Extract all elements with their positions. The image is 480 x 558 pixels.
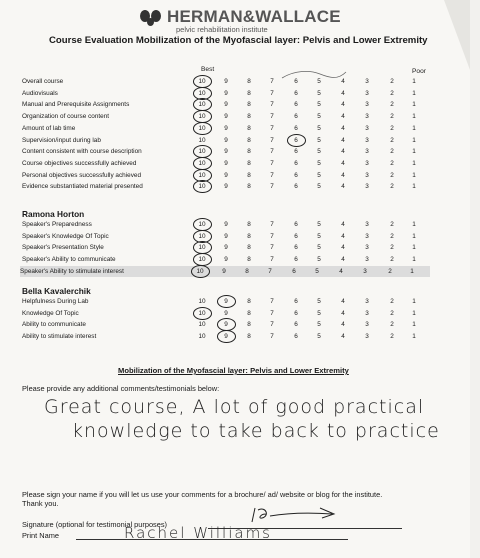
rating-option[interactable]: 6 (294, 78, 298, 85)
rating-option[interactable]: 5 (317, 101, 321, 109)
print-name-label: Print Name (22, 531, 59, 540)
rating-option[interactable]: 3 (365, 124, 369, 132)
rating-option[interactable]: 1 (412, 89, 416, 97)
rating-option[interactable]: 6 (294, 124, 298, 132)
rating-row (22, 99, 432, 110)
rating-option[interactable]: 8 (247, 298, 251, 305)
rating-option[interactable]: 10 (198, 183, 206, 191)
rating-option[interactable]: 5 (315, 267, 319, 275)
rating-option[interactable]: 7 (270, 232, 274, 240)
rating-option[interactable]: 9 (222, 267, 226, 275)
rating-option[interactable]: 8 (247, 309, 251, 317)
rating-option[interactable]: 10 (198, 124, 206, 132)
rating-row (22, 319, 432, 330)
rating-option[interactable]: 4 (341, 171, 345, 179)
rating-option[interactable]: 2 (390, 321, 394, 329)
rating-row (22, 242, 432, 253)
rating-label: Content consistent with course description (22, 148, 142, 156)
rating-row (22, 296, 432, 307)
rating-option[interactable]: 2 (390, 244, 394, 252)
rating-option[interactable]: 6 (294, 101, 298, 109)
rating-option[interactable]: 10 (198, 171, 206, 179)
rating-option[interactable]: 5 (317, 124, 321, 132)
rating-option[interactable]: 9 (224, 232, 228, 240)
instructor-name-ramona: Ramona Horton (22, 209, 85, 219)
rating-option[interactable]: 6 (294, 309, 298, 317)
rating-option[interactable]: 8 (247, 321, 251, 329)
rating-option[interactable]: 1 (410, 267, 414, 275)
rating-option[interactable]: 8 (247, 89, 251, 97)
rating-row (22, 231, 432, 242)
footer-course-title: Mobilization of the Myofascial layer: Pelvis and Lower Extremity (118, 366, 349, 375)
rating-option[interactable]: 8 (247, 244, 251, 252)
rating-option[interactable]: 3 (365, 78, 369, 85)
rating-option[interactable]: 4 (341, 221, 345, 228)
selected-rating-circle (193, 157, 212, 170)
rating-option[interactable]: 4 (339, 267, 343, 275)
rating-option[interactable]: 7 (270, 148, 274, 156)
rating-option[interactable]: 5 (317, 89, 321, 97)
rating-option[interactable]: 8 (247, 113, 251, 121)
rating-label: Speaker's Ability to stimulate interest (20, 267, 124, 275)
rating-option[interactable]: 2 (390, 309, 394, 317)
scale-poor-label: Poor (412, 68, 426, 75)
rating-option[interactable]: 3 (365, 89, 369, 97)
rating-option[interactable]: 3 (365, 232, 369, 240)
rating-option[interactable]: 5 (317, 256, 321, 264)
rating-option[interactable]: 5 (317, 321, 321, 329)
rating-option[interactable]: 1 (412, 321, 416, 329)
rating-option[interactable]: 10 (198, 113, 206, 121)
rating-label: Speaker's Preparedness (22, 221, 92, 228)
rating-label: Supervision/input during lab (22, 136, 101, 144)
rating-label: Amount of lab time (22, 124, 76, 132)
rating-option[interactable]: 1 (412, 232, 416, 240)
rating-row (22, 146, 432, 157)
rating-option[interactable]: 5 (317, 78, 321, 85)
rating-option[interactable]: 1 (412, 159, 416, 167)
rating-option[interactable]: 1 (412, 183, 416, 191)
rating-option[interactable]: 4 (341, 124, 345, 132)
rating-option[interactable]: 4 (341, 183, 345, 191)
rating-option[interactable]: 8 (247, 256, 251, 264)
rating-option[interactable]: 7 (268, 267, 272, 275)
rating-option[interactable]: 9 (224, 221, 228, 228)
rating-option[interactable]: 4 (341, 309, 345, 317)
rating-label: Evidence substantiated material presented (22, 183, 143, 191)
rating-option[interactable]: 3 (365, 148, 369, 156)
rating-option[interactable]: 7 (270, 89, 274, 97)
form-title: Course Evaluation Mobilization of the Myofascial layer: Pelvis and Lower Extremity (49, 35, 428, 46)
selected-rating-circle (217, 330, 236, 343)
rating-option[interactable]: 6 (294, 89, 298, 97)
rating-option[interactable]: 10 (198, 148, 206, 156)
rating-option[interactable]: 5 (317, 148, 321, 156)
consent-thanks: Thank you. (22, 499, 59, 508)
rating-option[interactable]: 6 (294, 244, 298, 252)
rating-label: Overall course (22, 78, 64, 85)
rating-option[interactable]: 2 (390, 256, 394, 264)
rating-option[interactable]: 8 (247, 221, 251, 228)
rating-option[interactable]: 3 (365, 333, 369, 341)
rating-label: Ability to stimulate interest (22, 333, 97, 341)
rating-label: Audiovisuals (22, 89, 58, 97)
rating-option[interactable]: 10 (198, 101, 206, 109)
rating-option[interactable]: 3 (365, 256, 369, 264)
page-fold (444, 0, 470, 70)
rating-option[interactable]: 9 (224, 89, 228, 97)
rating-option[interactable]: 9 (224, 159, 228, 167)
rating-option[interactable]: 9 (224, 256, 228, 264)
rating-option[interactable]: 10 (198, 159, 206, 167)
rating-option[interactable]: 5 (317, 232, 321, 240)
rating-option[interactable]: 5 (317, 298, 321, 305)
rating-option[interactable]: 6 (294, 232, 298, 240)
handwritten-comment-line2: knowledge to take back to practice (72, 420, 440, 442)
rating-option[interactable]: 4 (341, 298, 345, 305)
rating-option[interactable]: 3 (365, 183, 369, 191)
rating-option[interactable]: 2 (390, 124, 394, 132)
rating-option[interactable]: 1 (412, 221, 416, 228)
rating-option[interactable]: 4 (341, 333, 345, 341)
rating-option[interactable]: 8 (247, 159, 251, 167)
rating-label: Ability to communicate (22, 321, 86, 329)
rating-option[interactable]: 10 (196, 267, 204, 275)
rating-option[interactable]: 10 (198, 78, 206, 85)
rating-option[interactable]: 2 (390, 89, 394, 97)
rating-option[interactable]: 9 (224, 113, 228, 121)
rating-row (22, 88, 432, 99)
rating-row (20, 266, 430, 277)
rating-option[interactable]: 6 (294, 136, 298, 144)
selected-rating-circle (193, 122, 212, 135)
rating-row (22, 219, 432, 230)
rating-option[interactable]: 6 (294, 256, 298, 264)
rating-option[interactable]: 4 (341, 113, 345, 121)
rating-row (22, 76, 432, 87)
rating-option[interactable]: 8 (247, 148, 251, 156)
rating-option[interactable]: 4 (341, 136, 345, 144)
rating-row (22, 254, 432, 265)
handwritten-printed-name: Rachel Williams (124, 524, 272, 542)
rating-option[interactable]: 8 (247, 232, 251, 240)
rating-option[interactable]: 7 (270, 298, 274, 305)
rating-option[interactable]: 2 (390, 113, 394, 121)
rating-option[interactable]: 7 (270, 183, 274, 191)
rating-option[interactable]: 8 (247, 101, 251, 109)
rating-option[interactable]: 2 (390, 298, 394, 305)
rating-label: Personal objectives successfully achieved (22, 171, 141, 179)
rating-option[interactable]: 6 (294, 159, 298, 167)
rating-option[interactable]: 3 (365, 298, 369, 305)
rating-option[interactable]: 3 (365, 101, 369, 109)
rating-option[interactable]: 5 (317, 183, 321, 191)
rating-option[interactable]: 7 (270, 124, 274, 132)
rating-label: Helpfulness During Lab (22, 298, 89, 305)
rating-option[interactable]: 7 (270, 333, 274, 341)
rating-option[interactable]: 6 (294, 171, 298, 179)
rating-option[interactable]: 3 (363, 267, 367, 275)
rating-label: Organization of course content (22, 113, 110, 121)
rating-option[interactable]: 2 (390, 148, 394, 156)
rating-option[interactable]: 2 (390, 183, 394, 191)
rating-row (22, 308, 432, 319)
rating-option[interactable]: 1 (412, 298, 416, 305)
rating-option[interactable]: 3 (365, 321, 369, 329)
rating-option[interactable]: 9 (224, 309, 228, 317)
rating-option[interactable]: 7 (270, 101, 274, 109)
rating-option[interactable]: 10 (198, 244, 206, 252)
rating-option[interactable]: 3 (365, 309, 369, 317)
rating-option[interactable]: 8 (247, 333, 251, 341)
selected-rating-circle (193, 180, 212, 193)
rating-option[interactable]: 10 (198, 221, 206, 228)
rating-option[interactable]: 5 (317, 113, 321, 121)
rating-option[interactable]: 3 (365, 159, 369, 167)
rating-option[interactable]: 2 (390, 136, 394, 144)
rating-option[interactable]: 10 (198, 89, 206, 97)
rating-option[interactable]: 9 (224, 298, 228, 305)
rating-label: Course objectives successfully achieved (22, 159, 137, 167)
rating-option[interactable]: 6 (294, 183, 298, 191)
rating-option[interactable]: 8 (247, 171, 251, 179)
rating-option[interactable]: 5 (317, 244, 321, 252)
rating-option[interactable]: 4 (341, 148, 345, 156)
rating-option[interactable]: 7 (270, 113, 274, 121)
rating-option[interactable]: 7 (270, 321, 274, 329)
rating-row (22, 135, 432, 146)
rating-option[interactable]: 7 (270, 256, 274, 264)
rating-row (22, 123, 432, 134)
rating-option[interactable]: 6 (294, 298, 298, 305)
rating-option[interactable]: 10 (198, 309, 206, 317)
rating-option[interactable]: 2 (390, 221, 394, 228)
rating-option[interactable]: 10 (198, 333, 206, 341)
rating-row (22, 331, 432, 342)
rating-option[interactable]: 4 (341, 159, 345, 167)
rating-option[interactable]: 7 (270, 159, 274, 167)
rating-option[interactable]: 2 (390, 159, 394, 167)
rating-option[interactable]: 6 (294, 321, 298, 329)
rating-option[interactable]: 4 (341, 321, 345, 329)
comments-prompt: Please provide any additional comments/testimonials below: (22, 384, 220, 393)
rating-option[interactable]: 1 (412, 333, 416, 341)
handwritten-comment-line1: Great course, A lot of good practical (44, 396, 425, 418)
instructor-name-bella: Bella Kavalerchik (22, 286, 91, 296)
rating-option[interactable]: 2 (388, 267, 392, 275)
rating-option[interactable]: 9 (224, 148, 228, 156)
rating-option[interactable]: 10 (198, 136, 206, 144)
rating-option[interactable]: 5 (317, 171, 321, 179)
rating-option[interactable]: 1 (412, 113, 416, 121)
rating-option[interactable]: 4 (341, 101, 345, 109)
rating-option[interactable]: 8 (247, 78, 251, 85)
rating-option[interactable]: 9 (224, 333, 228, 341)
rating-row (22, 170, 432, 181)
rating-option[interactable]: 5 (317, 309, 321, 317)
rating-option[interactable]: 4 (341, 89, 345, 97)
selected-rating-circle (287, 134, 306, 147)
rating-option[interactable]: 3 (365, 221, 369, 228)
rating-option[interactable]: 8 (245, 267, 249, 275)
rating-option[interactable]: 7 (270, 136, 274, 144)
rating-option[interactable]: 7 (270, 78, 274, 85)
rating-option[interactable]: 9 (224, 124, 228, 132)
rating-row (22, 158, 432, 169)
consent-text: Please sign your name if you will let us use your comments for a brochure/ ad/ website or blog for the institute. (22, 490, 383, 499)
rating-option[interactable]: 1 (412, 78, 416, 85)
rating-option[interactable]: 2 (390, 333, 394, 341)
rating-row (22, 111, 432, 122)
selected-rating-circle (217, 295, 236, 308)
selected-rating-circle (193, 253, 212, 266)
rating-option[interactable]: 2 (390, 78, 394, 85)
rating-label: Speaker's Ability to communicate (22, 256, 116, 264)
rating-option[interactable]: 2 (390, 171, 394, 179)
rating-option[interactable]: 5 (317, 136, 321, 144)
rating-option[interactable]: 9 (224, 171, 228, 179)
signature-label: Signature (optional for testimonial purposes) (22, 520, 168, 529)
rating-option[interactable]: 8 (247, 183, 251, 191)
rating-option[interactable]: 7 (270, 244, 274, 252)
brand-name: HERMAN&WALLACE (167, 7, 341, 26)
rating-option[interactable]: 1 (412, 148, 416, 156)
selected-rating-circle (193, 307, 212, 320)
rating-option[interactable]: 6 (294, 333, 298, 341)
rating-option[interactable]: 6 (294, 113, 298, 121)
rating-option[interactable]: 1 (412, 171, 416, 179)
rating-option[interactable]: 3 (365, 171, 369, 179)
rating-option[interactable]: 4 (341, 256, 345, 264)
scale-best-label: Best (201, 66, 215, 73)
rating-option[interactable]: 10 (198, 298, 206, 305)
rating-option[interactable]: 7 (270, 309, 274, 317)
rating-option[interactable]: 9 (224, 136, 228, 144)
logo-icon (138, 6, 164, 28)
rating-label: Knowledge Of Topic (22, 309, 79, 317)
brand-tagline: pelvic rehabilitation institute (176, 25, 268, 34)
rating-option[interactable]: 8 (247, 136, 251, 144)
rating-option[interactable]: 10 (198, 256, 206, 264)
rating-option[interactable]: 9 (224, 321, 228, 329)
rating-option[interactable]: 7 (270, 221, 274, 228)
rating-option[interactable]: 9 (224, 244, 228, 252)
rating-option[interactable]: 10 (198, 232, 206, 240)
rating-label: Speaker's Knowledge Of Topic (22, 232, 109, 240)
rating-option[interactable]: 1 (412, 244, 416, 252)
rating-option[interactable]: 6 (294, 148, 298, 156)
rating-option[interactable]: 7 (270, 171, 274, 179)
rating-option[interactable]: 6 (292, 267, 296, 275)
rating-option[interactable]: 1 (412, 101, 416, 109)
rating-option[interactable]: 3 (365, 244, 369, 252)
rating-option[interactable]: 6 (294, 221, 298, 228)
rating-option[interactable]: 1 (412, 256, 416, 264)
selected-rating-circle (191, 265, 210, 278)
rating-option[interactable]: 3 (365, 136, 369, 144)
rating-option[interactable]: 5 (317, 221, 321, 228)
rating-option[interactable]: 4 (341, 244, 345, 252)
rating-option[interactable]: 2 (390, 232, 394, 240)
rating-option[interactable]: 5 (317, 333, 321, 341)
rating-option[interactable]: 3 (365, 113, 369, 121)
rating-label: Manual and Prerequisite Assignments (22, 101, 130, 109)
rating-option[interactable]: 4 (341, 78, 345, 85)
rating-option[interactable]: 1 (412, 124, 416, 132)
rating-option[interactable]: 2 (390, 101, 394, 109)
rating-label: Speaker's Presentation Style (22, 244, 104, 252)
rating-option[interactable]: 1 (412, 309, 416, 317)
rating-option[interactable]: 9 (224, 183, 228, 191)
rating-option[interactable]: 5 (317, 159, 321, 167)
rating-row (22, 181, 432, 192)
rating-option[interactable]: 9 (224, 101, 228, 109)
rating-option[interactable]: 9 (224, 78, 228, 85)
rating-option[interactable]: 1 (412, 136, 416, 144)
rating-option[interactable]: 4 (341, 232, 345, 240)
rating-option[interactable]: 8 (247, 124, 251, 132)
rating-option[interactable]: 10 (198, 321, 206, 329)
